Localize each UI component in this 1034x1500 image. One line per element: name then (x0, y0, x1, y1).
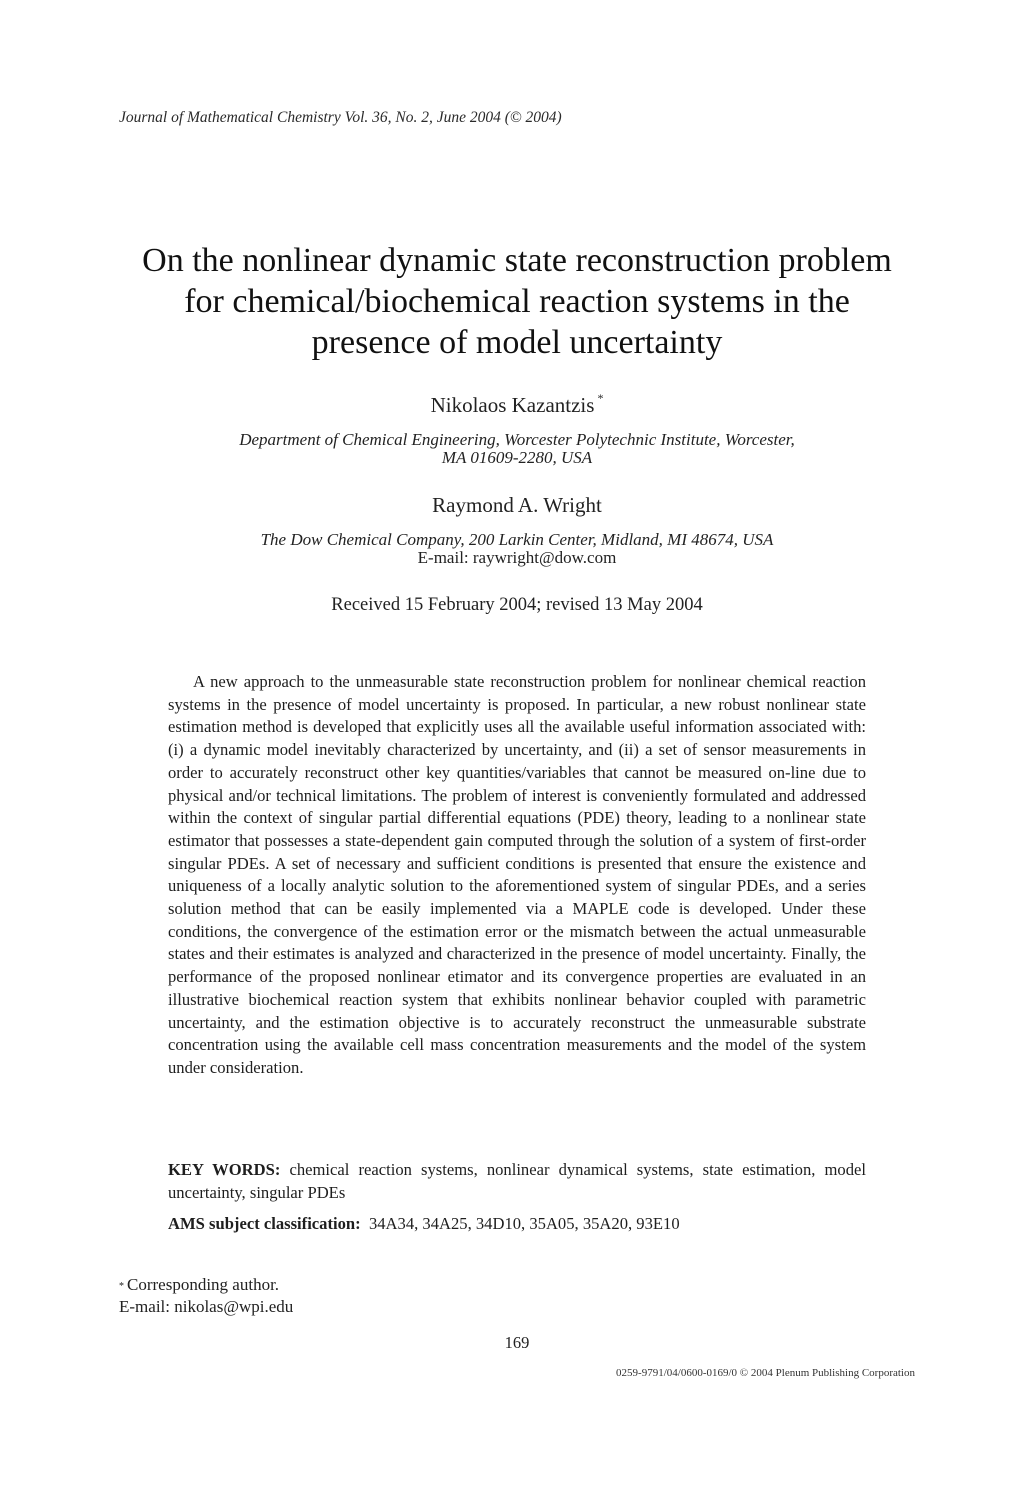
footnote (119, 1274, 293, 1318)
journal-citation: Journal of Mathematical Chemistry Vol. 36, No. 2, June 2004 (© 2004) (119, 109, 562, 126)
author-2 (0, 493, 1034, 518)
title-line: presence of model uncertainty (311, 324, 723, 361)
author-name: Raymond A. Wright (432, 493, 602, 517)
copyright-line: 0259-9791/04/0600-0169/0 © 2004 Plenum Publishing Corporation (616, 1367, 915, 1379)
ams-classification (168, 1213, 866, 1236)
received-dates: Received 15 February 2004; revised 13 May 2004 (331, 595, 703, 615)
title-line: for chemical/biochemical reaction systems in the (184, 283, 850, 320)
page-number: 169 (504, 1333, 530, 1352)
author-1 (0, 393, 1034, 418)
affiliation-line: The Dow Chemical Company, 200 Larkin Center, Midland, MI 48674, USA (260, 530, 774, 549)
paper-title (80, 240, 954, 363)
title-line: On the nonlinear dynamic state reconstruction problem (142, 242, 892, 279)
affiliation-2 (150, 531, 884, 567)
keywords-label: KEY WORDS: (168, 1160, 281, 1179)
ams-label: AMS subject classification: (168, 1214, 361, 1233)
abstract: A new approach to the unmeasurable state reconstruction problem for nonlinear chemical reaction systems in the presence of model uncertainty is proposed. In particular, a new robust nonlinear state estimation method is developed that explicitly uses all the available useful information associated with: (i) a dynamic model inevitably characterized by uncertainty, and (ii) a set of sensor measurements in order to accurately reconstruct other key quantities/variables that cannot be measured on-line due to physical and/or technical limitations. The problem of interest is conveniently formulated and addressed within the context of singular partial differential equations (PDE) theory, leading to a nonlinear state estimator that possesses a state-dependent gain computed through the solution of a system of first-order singular PDEs. A set of necessary and sufficient conditions is presented that ensure the existence and uniqueness of a locally analytic solution to the aforementioned system of singular PDEs, and a series solution method that can be easily implemented via a MAPLE code is developed. Under these conditions, the convergence of the estimation error or the mismatch between the actual unmeasurable states and their estimates is analyzed and characterized in the presence of model uncertainty. Finally, the performance of the proposed nonlinear etimator and its convergence properties are evaluated in an illustrative biochemical reaction system that exhibits nonlinear behavior coupled with parametric uncertainty, and the estimation objective is to accurately reconstruct the unmeasurable substrate concentration using the available cell mass concentration measurements and the model of the system under consideration. (168, 672, 866, 1077)
author-name: Nikolaos Kazantzis (430, 393, 595, 417)
author-email: E-mail: raywright@dow.com (417, 548, 617, 567)
corresponding-marker: * (597, 391, 604, 405)
affiliation-line: MA 01609-2280, USA (441, 448, 593, 467)
ams-codes: 34A34, 34A25, 34D10, 35A05, 35A20, 93E10 (368, 1214, 680, 1233)
footnote-text: Corresponding author. (127, 1275, 280, 1294)
footnote-marker: * (119, 1281, 124, 1292)
affiliation-line: Department of Chemical Engineering, Worcester Polytechnic Institute, Worcester, (239, 430, 795, 449)
affiliation-1 (150, 431, 884, 467)
keywords-text: chemical reaction systems, nonlinear dynamical systems, state estimation, model uncertainty, singular PDEs (168, 1160, 866, 1202)
keywords (168, 1159, 866, 1204)
footnote-email: E-mail: nikolas@wpi.edu (119, 1297, 294, 1316)
